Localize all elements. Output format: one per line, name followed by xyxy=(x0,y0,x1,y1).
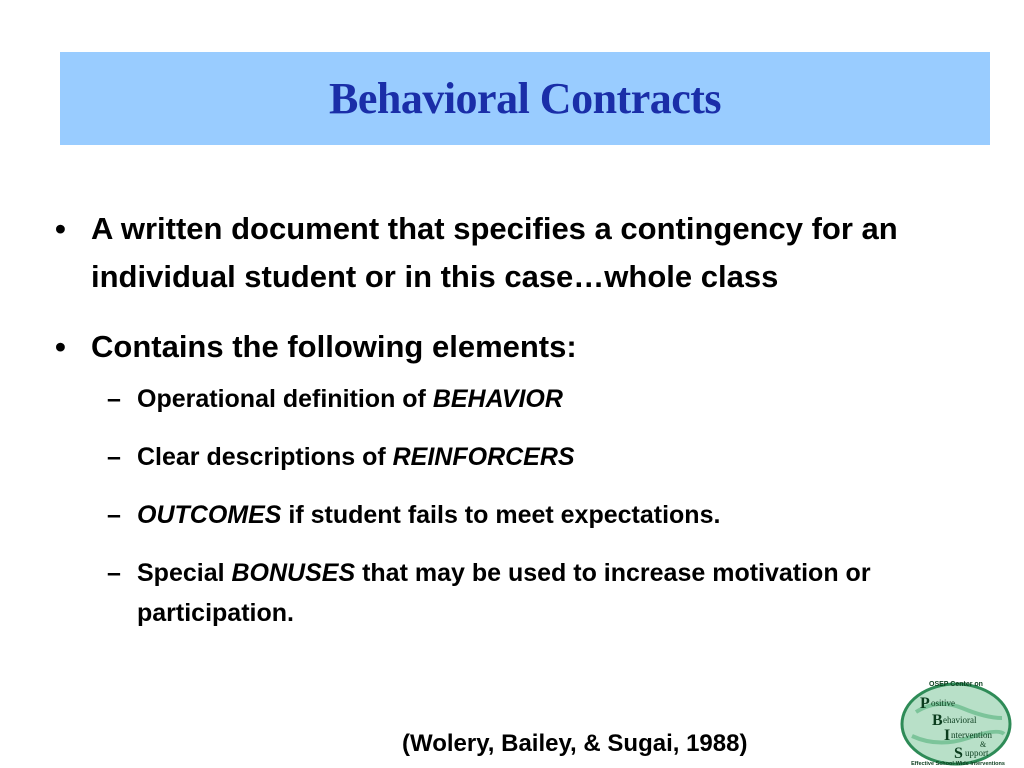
sub-text: Clear descriptions of xyxy=(137,443,393,471)
logo-word: ehavioral xyxy=(943,715,977,725)
logo-letter: P xyxy=(920,695,930,712)
bullet-list xyxy=(55,205,955,651)
sub-item xyxy=(107,495,955,535)
logo-top-text: OSEP Center on xyxy=(929,681,983,688)
sub-text: Special xyxy=(137,559,232,587)
bullet-text: Contains the following elements: xyxy=(91,329,577,364)
citation: (Wolery, Bailey, & Sugai, 1988) xyxy=(402,730,748,757)
emphasis-term: OUTCOMES xyxy=(137,501,282,529)
logo-word: ntervention xyxy=(951,730,992,740)
bullet-text: A written document that specifies a contingency for an individual student or in this case…whole class xyxy=(91,211,898,294)
sub-item xyxy=(107,437,955,477)
logo-word: ositive xyxy=(931,698,955,708)
dash-marker: – xyxy=(107,501,121,529)
logo-bottom-text: Effective School-Wide Interventions xyxy=(911,761,1005,766)
logo-letter: B xyxy=(932,712,943,729)
dash-marker: – xyxy=(107,443,121,471)
pbis-logo xyxy=(898,678,1018,766)
emphasis-term: BONUSES xyxy=(231,559,356,587)
logo-letter: I xyxy=(944,727,951,744)
bullet-marker: • xyxy=(55,211,66,246)
sub-list xyxy=(107,379,955,633)
sub-text-after: if student fails to meet expectations. xyxy=(281,501,721,529)
slide-title: Behavioral Contracts xyxy=(328,74,722,123)
bullet-marker: • xyxy=(55,329,66,364)
sub-item xyxy=(107,553,955,633)
sub-text-after: that may be used to increase motivation or participation. xyxy=(137,559,871,627)
bullet-item xyxy=(55,323,955,371)
emphasis-term: REINFORCERS xyxy=(392,443,575,471)
logo-letter: S xyxy=(954,745,963,762)
dash-marker: – xyxy=(107,385,121,413)
pbis-logo-graphic xyxy=(898,678,1018,766)
sub-text: Operational definition of xyxy=(137,385,433,413)
logo-word: upport xyxy=(965,748,989,758)
title-band xyxy=(60,52,990,145)
dash-marker: – xyxy=(107,559,121,587)
logo-ampersand: & xyxy=(980,740,987,749)
sub-item xyxy=(107,379,955,419)
bullet-item xyxy=(55,205,955,301)
emphasis-term: BEHAVIOR xyxy=(432,385,563,413)
